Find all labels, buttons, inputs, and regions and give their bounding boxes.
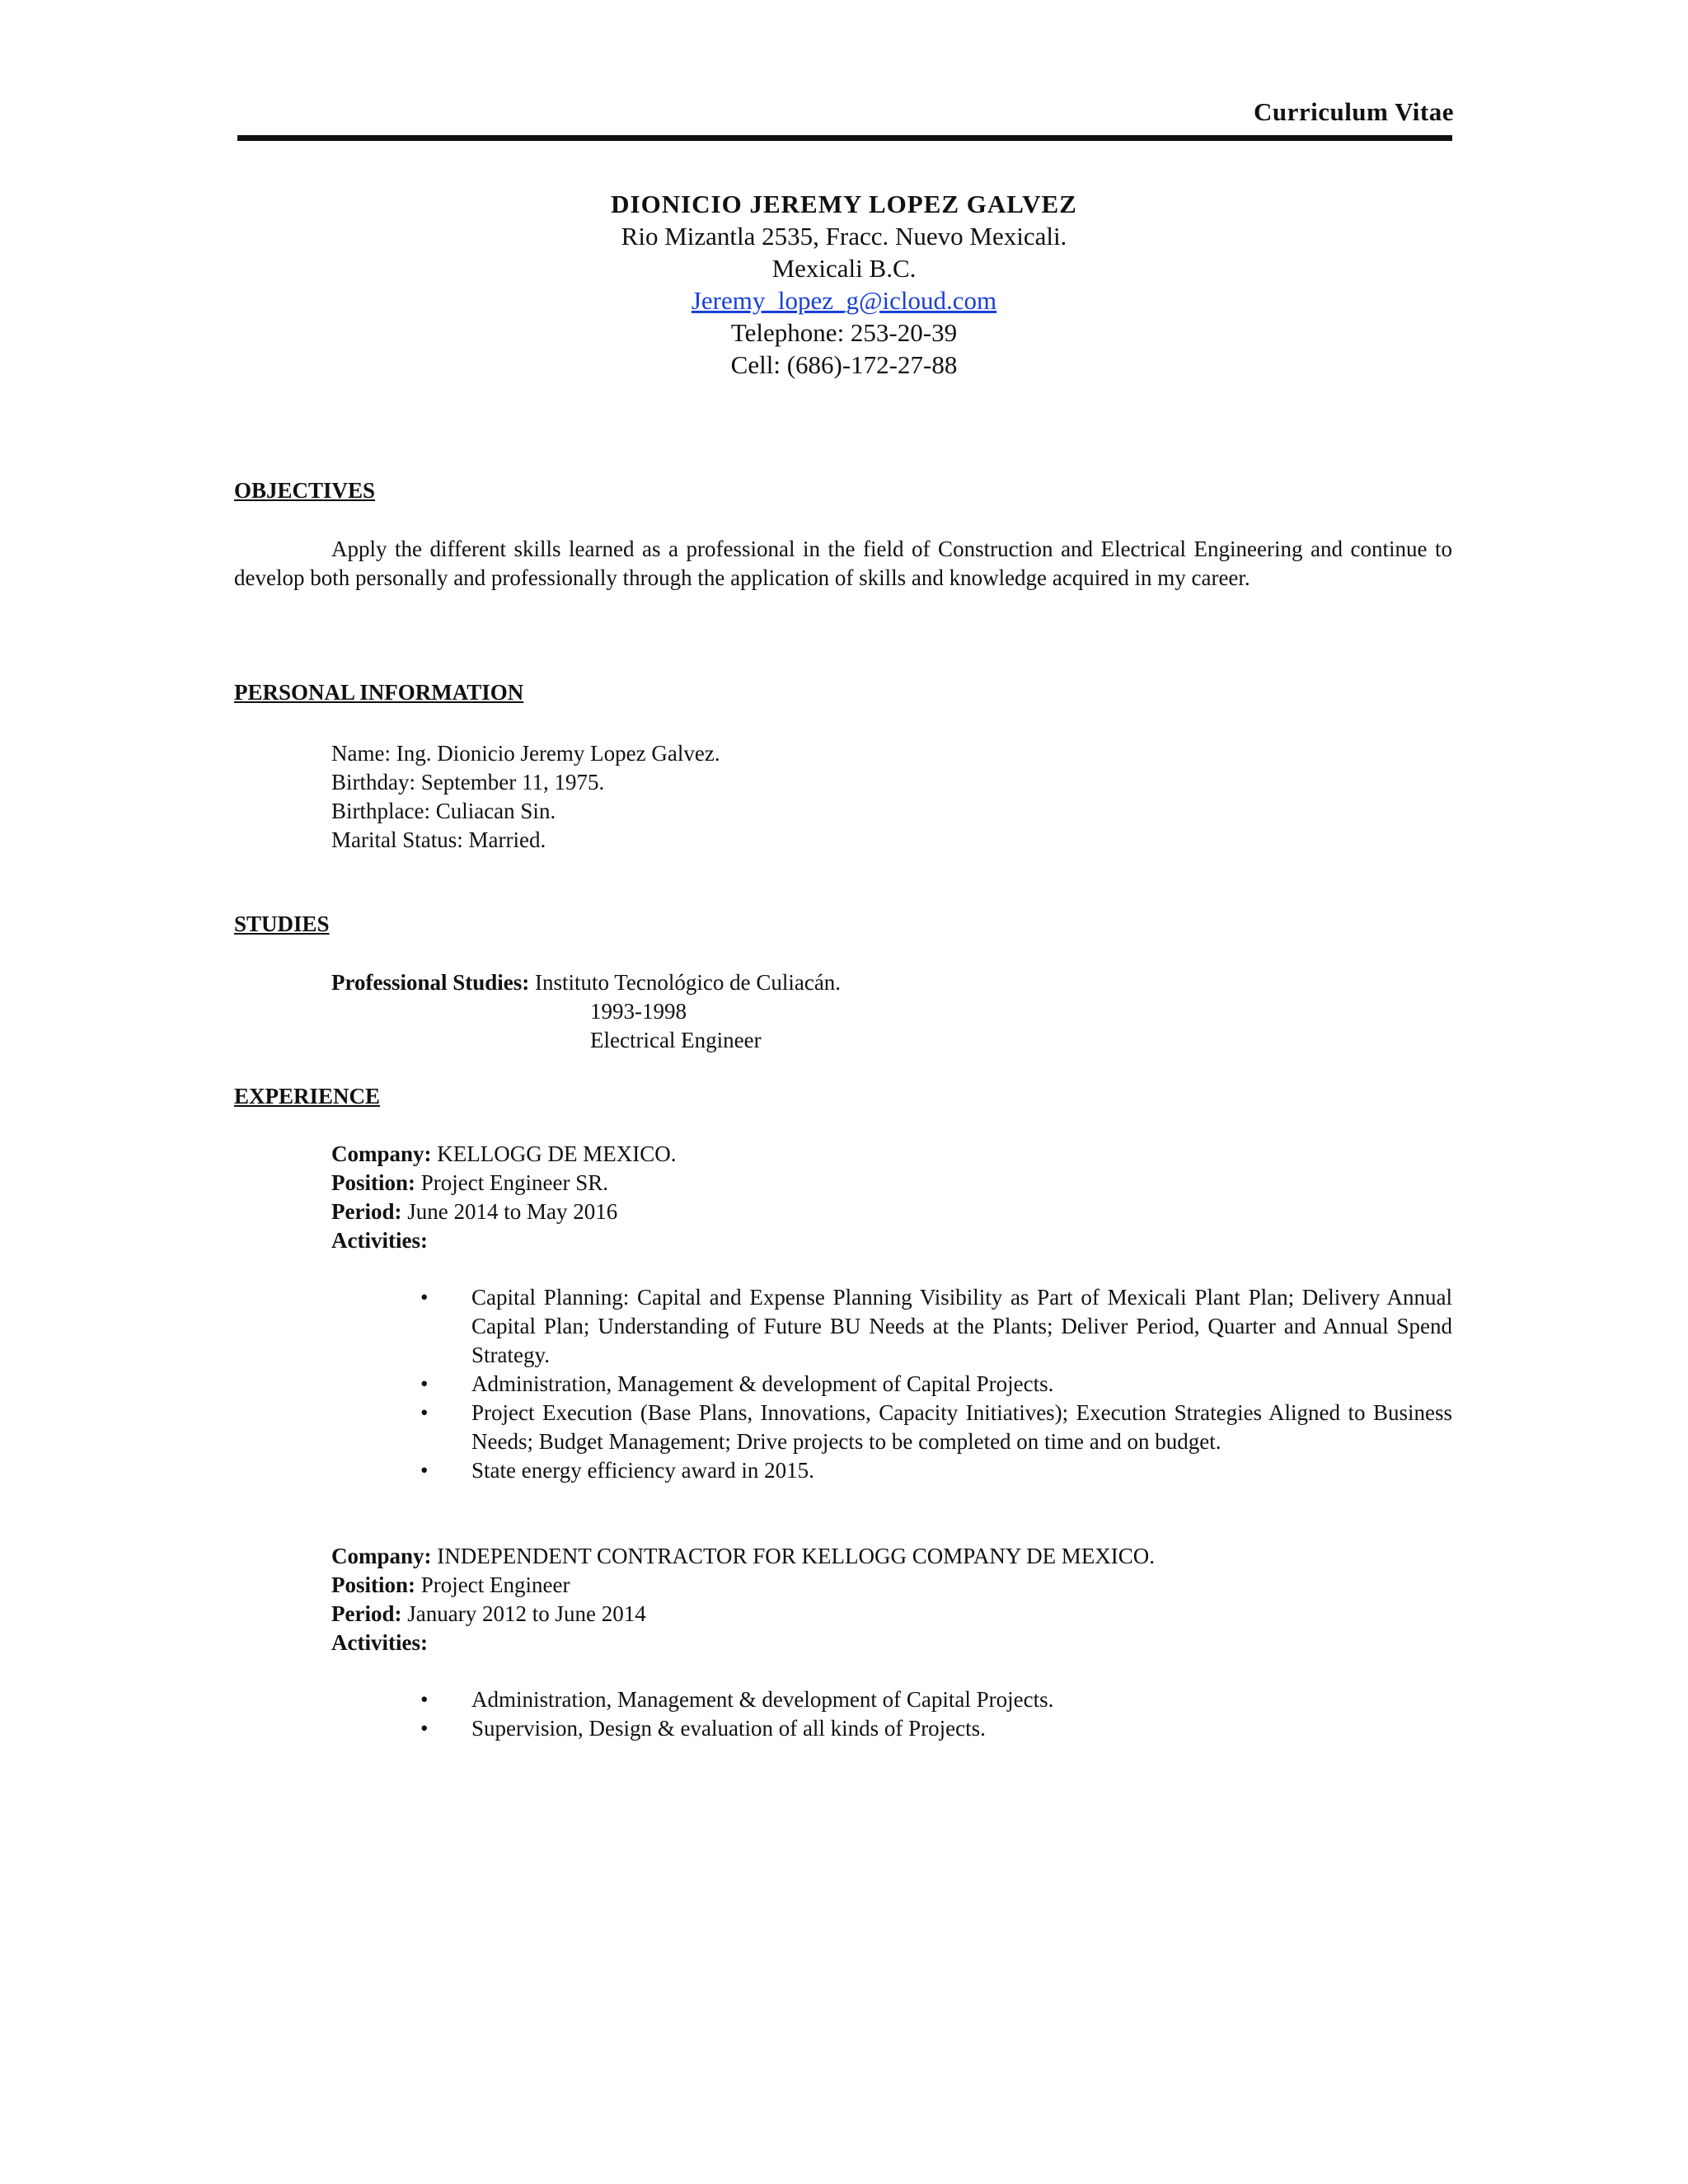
activities-label: Activities: [331,1630,428,1655]
studies-degree: Electrical Engineer [590,1028,762,1052]
document-label: Curriculum Vitae [1253,97,1454,126]
objectives-heading: OBJECTIVES [234,478,376,503]
list-item: • Project Execution (Base Plans, Innovations, Capacity Initiatives); Execution Strategies Aligned to Business Needs; Budget Management; Drive projects to be completed on time and on budget. [420,1399,1452,1456]
studies-institution: Instituto Tecnológico de Culiacán. [535,970,842,995]
list-item: • State energy efficiency award in 2015. [420,1456,1452,1485]
list-item: • Administration, Management & development of Capital Projects. [420,1370,1452,1399]
company-label: Company: [331,1141,432,1166]
job-2-position: Project Engineer [420,1572,570,1597]
personal-birthday: Birthday: September 11, 1975. [331,770,605,794]
personal-birthplace: Birthplace: Culiacan Sin. [331,799,556,823]
studies-block [331,968,841,1055]
job-1-activities [420,1283,1452,1485]
job-2-activities [420,1685,1452,1743]
period-label: Period: [331,1199,402,1224]
job-2-period: January 2012 to June 2014 [407,1601,646,1626]
header-divider [237,135,1452,141]
address-line-2: Mexicali B.C. [771,254,917,283]
list-item: • Supervision, Design & evaluation of all kinds of Projects. [420,1714,1452,1743]
personal-marital-status: Marital Status: Married. [331,827,546,852]
job-1-position: Project Engineer SR. [420,1170,608,1195]
personal-info-block [331,739,720,855]
cell-phone: Cell: (686)-172-27-88 [730,350,958,379]
studies-years: 1993-1998 [590,999,687,1024]
job-1-company: KELLOGG DE MEXICO. [437,1141,677,1166]
candidate-name: DIONICIO JEREMY LOPEZ GALVEZ [611,190,1077,218]
company-label: Company: [331,1544,432,1568]
studies-heading: STUDIES [234,912,330,936]
list-item: • Capital Planning: Capital and Expense Planning Visibility as Part of Mexicali Plant Plan; Delivery Annual Capital Plan; Understanding of Future BU Needs at the Plants; Deliver Period, Quarter and Annual Spend Strategy. [420,1283,1452,1370]
email-link[interactable]: Jeremy_lopez_g@icloud.com [691,286,997,315]
contact-header [0,188,1688,381]
studies-label: Professional Studies: [331,970,530,995]
job-1-details [331,1140,676,1255]
job-2-details [331,1542,1155,1657]
activities-label: Activities: [331,1228,428,1253]
period-label: Period: [331,1601,402,1626]
personal-name: Name: Ing. Dionicio Jeremy Lopez Galvez. [331,741,720,766]
job-2-company: INDEPENDENT CONTRACTOR FOR KELLOGG COMPANY DE MEXICO. [437,1544,1156,1568]
objectives-text: Apply the different skills learned as a professional in the field of Construction and Electrical Engineering and continue to develop both personally and professionally through the application of skills and knowledge acquired in my career. [234,537,1452,590]
address-line-1: Rio Mizantla 2535, Fracc. Nuevo Mexicali. [621,222,1067,251]
position-label: Position: [331,1572,416,1597]
experience-heading: EXPERIENCE [234,1084,381,1108]
telephone: Telephone: 253-20-39 [730,318,958,347]
job-1-period: June 2014 to May 2016 [407,1199,618,1224]
list-item: • Administration, Management & development of Capital Projects. [420,1685,1452,1714]
position-label: Position: [331,1170,416,1195]
personal-info-heading: PERSONAL INFORMATION [234,680,524,705]
